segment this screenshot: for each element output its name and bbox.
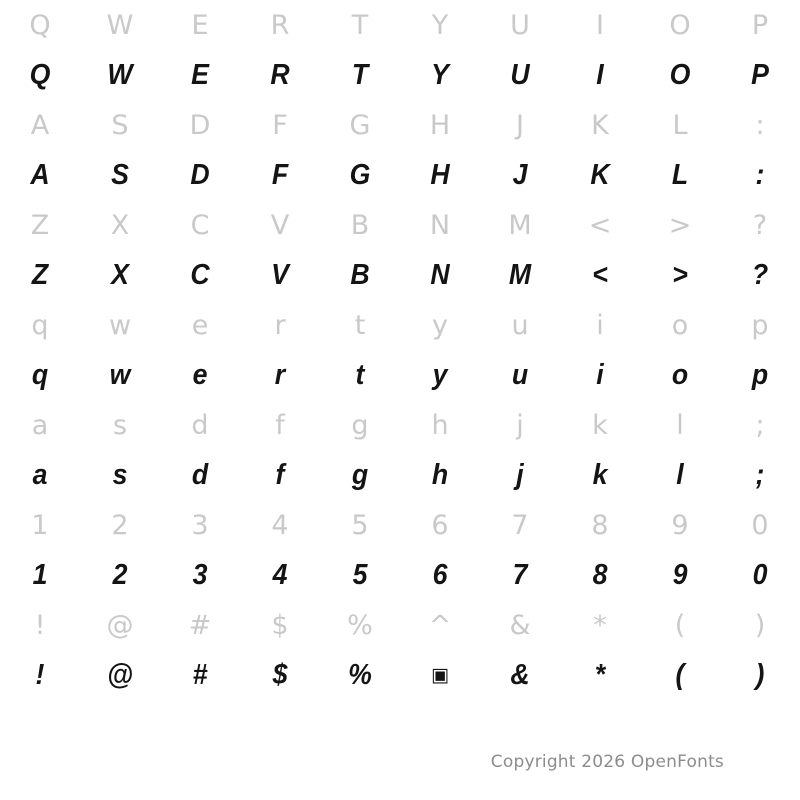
glyph-cell: !: [34, 609, 46, 641]
glyph-cell: 4: [272, 558, 288, 591]
glyph-cell: !: [35, 658, 45, 691]
glyph-cell: l: [676, 458, 684, 491]
glyph-cell: 1: [32, 558, 48, 591]
glyph-cell: X: [111, 258, 129, 291]
glyph-cell: 5: [351, 509, 369, 541]
glyph-cell: B: [350, 209, 370, 241]
glyph-cell: >: [668, 209, 692, 241]
glyph-cell: M: [508, 209, 532, 241]
glyph-cell: 1: [31, 509, 49, 541]
glyph-cell: 6: [432, 558, 448, 591]
glyph-cell: Y: [431, 9, 449, 41]
glyph-cell: r: [274, 309, 286, 341]
glyph-row-specimen: [0, 550, 800, 600]
glyph-cell: f: [275, 409, 285, 441]
glyph-cell: e: [191, 309, 209, 341]
glyph-cell: d: [191, 458, 209, 491]
glyph-cell: q: [31, 309, 49, 341]
glyph-cell: i: [596, 309, 604, 341]
glyph-cell: J: [516, 109, 524, 141]
glyph-cell: 3: [192, 558, 208, 591]
glyph-cell: ;: [755, 409, 765, 441]
glyph-cell: <: [592, 258, 608, 291]
glyph-cell: 9: [672, 558, 688, 591]
glyph-cell: l: [676, 409, 684, 441]
glyph-cell: f: [275, 458, 285, 491]
glyph-cell: h: [431, 409, 449, 441]
glyph-cell: O: [669, 58, 691, 91]
glyph-cell: B: [350, 258, 370, 291]
glyph-cell: ?: [752, 209, 768, 241]
glyph-cell: I: [596, 9, 604, 41]
glyph-cell: %: [347, 609, 373, 641]
glyph-cell: 8: [592, 558, 608, 591]
glyph-cell: ;: [755, 458, 765, 491]
glyph-cell: R: [270, 9, 290, 41]
glyph-cell: L: [671, 158, 689, 191]
glyph-cell: V: [270, 209, 290, 241]
glyph-cell: Q: [29, 9, 51, 41]
glyph-cell: a: [31, 409, 49, 441]
glyph-cell: g: [351, 458, 369, 491]
glyph-cell: C: [190, 209, 210, 241]
glyph-cell: 7: [512, 558, 528, 591]
glyph-cell: q: [31, 358, 49, 391]
glyph-cell: G: [349, 109, 371, 141]
glyph-cell: g: [351, 409, 369, 441]
glyph-cell: #: [188, 609, 212, 641]
glyph-cell: 5: [352, 558, 368, 591]
glyph-row-reference: [0, 100, 800, 150]
glyph-cell: <: [588, 209, 612, 241]
glyph-cell: *: [593, 609, 607, 641]
glyph-cell: (: [674, 609, 686, 641]
glyph-row-specimen: [0, 250, 800, 300]
glyph-cell: H: [429, 109, 451, 141]
glyph-cell: 2: [111, 509, 129, 541]
glyph-row-specimen: [0, 650, 800, 700]
glyph-row-reference: [0, 400, 800, 450]
glyph-cell: &: [510, 658, 530, 691]
copyright-notice: Copyright 2026 OpenFonts: [490, 752, 724, 772]
glyph-cell: U: [510, 58, 530, 91]
glyph-cell: k: [592, 458, 608, 491]
glyph-cell: A: [30, 158, 50, 191]
glyph-cell: E: [191, 9, 209, 41]
glyph-cell: :: [755, 158, 765, 191]
glyph-cell: ▣: [431, 663, 449, 686]
glyph-cell: *: [594, 658, 606, 691]
glyph-row-reference: [0, 200, 800, 250]
glyph-cell: N: [430, 258, 450, 291]
glyph-cell: 0: [752, 558, 768, 591]
glyph-cell: 4: [271, 509, 289, 541]
glyph-cell: s: [112, 458, 128, 491]
glyph-cell: @: [106, 609, 134, 641]
glyph-row-reference: [0, 600, 800, 650]
glyph-cell: 3: [191, 509, 209, 541]
glyph-cell: $: [271, 609, 289, 641]
glyph-cell: H: [430, 158, 450, 191]
glyph-cell: e: [192, 358, 208, 391]
glyph-cell: 0: [751, 509, 769, 541]
glyph-cell: N: [429, 209, 451, 241]
glyph-cell: P: [751, 9, 769, 41]
glyph-cell: S: [111, 158, 129, 191]
glyph-cell: K: [590, 158, 610, 191]
glyph-cell: T: [351, 9, 369, 41]
glyph-cell: F: [271, 158, 289, 191]
glyph-cell: I: [596, 58, 604, 91]
glyph-cell: w: [108, 309, 132, 341]
glyph-cell: u: [511, 358, 529, 391]
glyph-cell: t: [355, 358, 365, 391]
glyph-cell: o: [671, 358, 689, 391]
glyph-cell: E: [191, 58, 209, 91]
glyph-cell: $: [272, 658, 288, 691]
glyph-cell: @: [106, 658, 134, 691]
glyph-cell: ): [755, 658, 765, 691]
glyph-row-specimen: [0, 450, 800, 500]
glyph-cell: 8: [591, 509, 609, 541]
glyph-cell: C: [190, 258, 210, 291]
glyph-cell: 7: [511, 509, 529, 541]
glyph-cell: F: [272, 109, 288, 141]
glyph-cell: p: [751, 309, 769, 341]
glyph-cell: r: [274, 358, 286, 391]
glyph-cell: T: [351, 58, 369, 91]
glyph-row-specimen: [0, 50, 800, 100]
glyph-cell: #: [192, 658, 208, 691]
glyph-cell: K: [591, 109, 609, 141]
glyph-cell: j: [516, 409, 524, 441]
glyph-cell: >: [672, 258, 688, 291]
glyph-cell: X: [110, 209, 130, 241]
glyph-cell: h: [431, 458, 449, 491]
glyph-cell: ): [754, 609, 766, 641]
glyph-row-reference: [0, 300, 800, 350]
glyph-cell: d: [191, 409, 209, 441]
glyph-cell: k: [592, 409, 608, 441]
glyph-cell: ?: [751, 258, 769, 291]
glyph-cell: t: [354, 309, 366, 341]
glyph-cell: y: [432, 309, 448, 341]
glyph-cell: %: [348, 658, 372, 691]
glyph-cell: M: [508, 258, 532, 291]
glyph-cell: j: [516, 458, 524, 491]
glyph-row-reference: [0, 0, 800, 50]
glyph-cell: A: [30, 109, 50, 141]
glyph-cell: 2: [112, 558, 128, 591]
glyph-row-specimen: [0, 350, 800, 400]
glyph-cell: &: [509, 609, 531, 641]
glyph-cell: S: [111, 109, 129, 141]
glyph-cell: (: [675, 658, 685, 691]
glyph-cell: P: [751, 58, 769, 91]
glyph-cell: Y: [431, 58, 449, 91]
glyph-cell: 6: [431, 509, 449, 541]
glyph-cell: J: [512, 158, 528, 191]
glyph-cell: G: [349, 158, 371, 191]
glyph-cell: u: [511, 309, 529, 341]
glyph-cell: :: [755, 109, 765, 141]
glyph-row-specimen: [0, 150, 800, 200]
glyph-cell: D: [190, 158, 210, 191]
glyph-cell: o: [671, 309, 689, 341]
glyph-row-reference: [0, 500, 800, 550]
glyph-cell: Z: [31, 258, 49, 291]
glyph-cell: L: [672, 109, 688, 141]
glyph-cell: w: [109, 358, 131, 391]
glyph-cell: i: [596, 358, 604, 391]
glyph-cell: R: [270, 58, 290, 91]
glyph-cell: V: [271, 258, 289, 291]
glyph-cell: p: [751, 358, 769, 391]
glyph-cell: s: [112, 409, 128, 441]
glyph-cell: O: [669, 9, 691, 41]
glyph-cell: 9: [671, 509, 689, 541]
glyph-cell: D: [189, 109, 211, 141]
glyph-cell: W: [107, 58, 133, 91]
glyph-cell: a: [32, 458, 48, 491]
glyph-cell: Q: [29, 58, 51, 91]
glyph-cell: y: [432, 358, 448, 391]
glyph-cell: Z: [30, 209, 50, 241]
glyph-cell: W: [106, 9, 134, 41]
glyph-cell: U: [510, 9, 530, 41]
glyph-cell: ^: [428, 609, 452, 641]
